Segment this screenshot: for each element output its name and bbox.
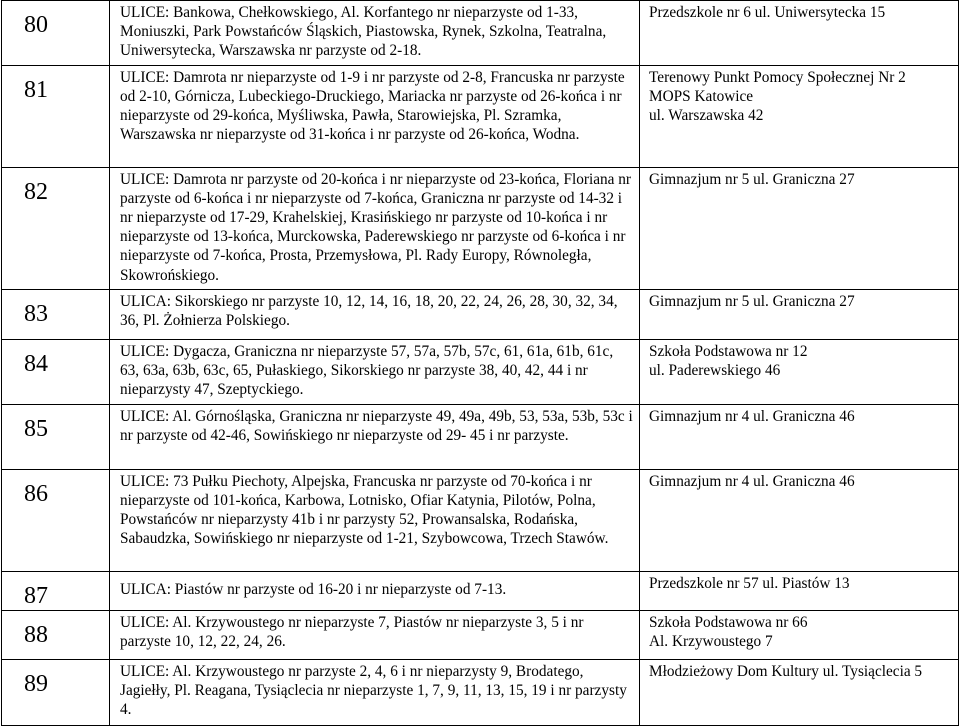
district-number: 86 — [2, 469, 110, 571]
district-number: 89 — [2, 659, 110, 725]
table-row — [2, 65, 959, 167]
districts-table — [1, 0, 959, 726]
table-row — [2, 289, 959, 339]
district-number: 83 — [2, 289, 110, 339]
district-number: 82 — [2, 167, 110, 289]
district-number: 80 — [2, 1, 110, 66]
table-row — [2, 571, 959, 610]
polling-station-line: Terenowy Punkt Pomocy Społecznej Nr 2 — [649, 68, 906, 86]
streets-cell: ULICE: Al. Górnośląska, Graniczna nr nieparzyste 49, 49a, 49b, 53, 53a, 53b, 53c i nr parzyste od 42-46, Sowińskiego nr nieparzyste od 29- 45 i nr parzyste. — [110, 404, 640, 469]
streets-cell: ULICE: Damrota nr nieparzyste od 1-9 i nr parzyste od 2-8, Francuska nr parzyste od 2-10, Górnicza, Lubeckiego-Druckiego, Mariacka nr parzyste od 26-końca i nr nieparzyste od 29-końca, Myśliwska, Pawła, Starowiejska, Pl. Szramka, Warszawska nr nieparzyste od 31-końca i nr parzyste od 26-końca, Wodna. — [110, 65, 640, 167]
polling-station-line: ul. Warszawska 42 — [649, 107, 764, 125]
polling-station-line: ul. Paderewskiego 46 — [649, 362, 781, 380]
district-number: 87 — [2, 571, 110, 610]
table-row — [2, 404, 959, 469]
polling-station-cell — [640, 167, 959, 289]
table-row — [2, 610, 959, 659]
table-row — [2, 167, 959, 289]
polling-station-cell — [640, 339, 959, 404]
streets-cell: ULICA: Sikorskiego nr parzyste 10, 12, 14, 16, 18, 20, 22, 24, 26, 28, 30, 32, 34, 36, Pl. Żołnierza Polskiego. — [110, 289, 640, 339]
polling-station-line: Gimnazjum nr 4 ul. Graniczna 46 — [649, 407, 855, 425]
table-row — [2, 339, 959, 404]
streets-cell: ULICE: Al. Krzywoustego nr nieparzyste 7, Piastów nr nieparzyste 3, 5 i nr parzyste 10, 12, 22, 24, 26. — [110, 610, 640, 659]
polling-station-line: Przedszkole nr 6 ul. Uniwersytecka 15 — [649, 4, 886, 21]
district-number: 85 — [2, 404, 110, 469]
streets-cell: ULICA: Piastów nr parzyste od 16-20 i nr nieparzyste od 7-13. — [110, 571, 640, 610]
streets-cell: ULICE: Al. Krzywoustego nr parzyste 2, 4, 6 i nr nieparzysty 9, Brodatego, Jagiełły, Pl. Reagana, Tysiąclecia nr nieparzyste 1, 7, 9, 11, 13, 15, 19 i nr parzysty 4. — [110, 659, 640, 725]
streets-cell: ULICE: Bankowa, Chełkowskiego, Al. Korfantego nr nieparzyste od 1-33, Moniuszki, Park Powstańców Śląskich, Piastowska, Rynek, Szkolna, Teatralna, Uniwersytecka, Warszawska nr parzyste od 2-18. — [110, 1, 640, 66]
streets-cell: ULICE: 73 Pułku Piechoty, Alpejska, Francuska nr parzyste od 70-końca i nr nieparzyste od 101-końca, Karbowa, Lotnisko, Ofiar Katynia, Pilotów, Polna, Powstańców nr nieparzysty 41b i nr parzysty 52, Prowansalska, Rodańska, Sabaudzka, Sowińskiego nr nieparzyste od 1-21, Szybowcowa, Trzech Stawów. — [110, 469, 640, 571]
polling-station-line: Al. Krzywoustego 7 — [649, 633, 773, 651]
district-number: 81 — [2, 65, 110, 167]
polling-station-cell — [640, 610, 959, 659]
polling-station-cell — [640, 65, 959, 167]
table-row — [2, 469, 959, 571]
district-number: 88 — [2, 610, 110, 659]
polling-station-cell — [640, 1, 959, 66]
polling-station-line: Młodzieżowy Dom Kultury ul. Tysiąclecia 5 — [649, 662, 923, 680]
polling-station-line: MOPS Katowice — [649, 87, 754, 105]
table-row — [2, 659, 959, 725]
streets-cell: ULICE: Dygacza, Graniczna nr nieparzyste 57, 57a, 57b, 57c, 61, 61a, 61b, 61c, 63, 63a, 63b, 63c, 65, Pułaskiego, Sikorskiego nr parzyste 38, 40, 42, 44 i nr nieparzysty 47, Szeptyckiego. — [110, 339, 640, 404]
polling-station-line: Szkoła Podstawowa nr 66 — [649, 613, 808, 631]
polling-station-line: Gimnazjum nr 5 ul. Graniczna 27 — [649, 292, 855, 310]
polling-station-cell — [640, 659, 959, 725]
polling-station-cell — [640, 469, 959, 571]
polling-station-line: Szkoła Podstawowa nr 12 — [649, 342, 808, 360]
polling-station-cell — [640, 571, 959, 610]
polling-station-line: Gimnazjum nr 4 ul. Graniczna 46 — [649, 472, 855, 490]
polling-station-line: Przedszkole nr 57 ul. Piastów 13 — [649, 574, 850, 592]
polling-station-line: Gimnazjum nr 5 ul. Graniczna 27 — [649, 170, 855, 188]
district-number: 84 — [2, 339, 110, 404]
polling-station-cell — [640, 289, 959, 339]
streets-cell: ULICE: Damrota nr parzyste od 20-końca i nr nieparzyste od 23-końca, Floriana nr parzyste od 6-końca i nr nieparzyste od 7-końca, Graniczna nr parzyste od 14-32 i nr nieparzyste od 17-29, Krahelskiej, Krasińskiego nr parzyste od 10-końca i nr nieparzyste od 13-końca, Murckowska, Paderewskiego nr parzyste od 6-końca i nr nieparzyste od 7-końca, Prosta, Przemysłowa, Pl. Rady Europy, Równoległa, Skowrońskiego. — [110, 167, 640, 289]
table-row — [2, 1, 959, 66]
polling-station-cell — [640, 404, 959, 469]
